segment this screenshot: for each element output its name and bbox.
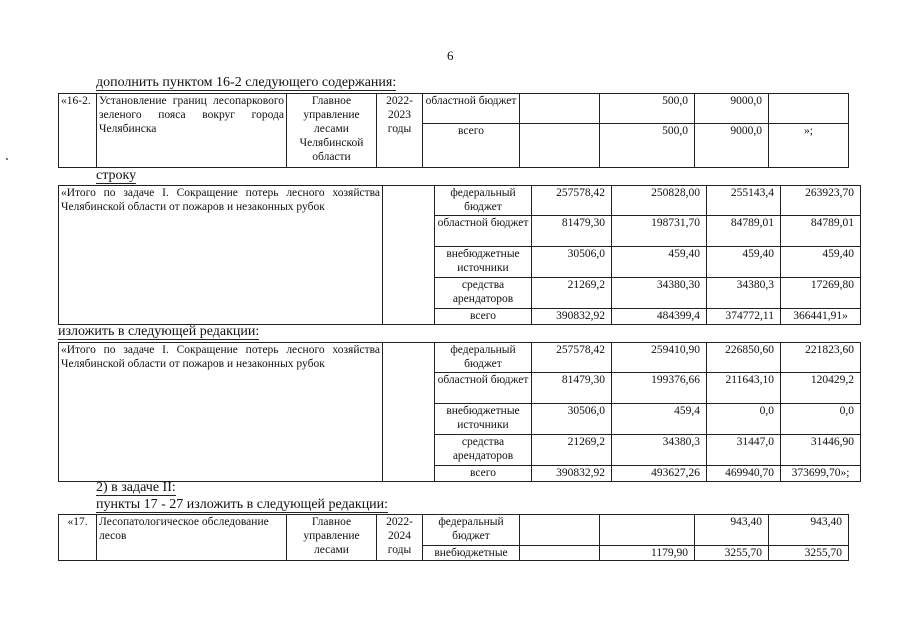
intro-add-item: дополнить пунктом 16-2 следующего содержания: (96, 75, 397, 90)
task-ii-heading: 2) в задаче II: (96, 480, 176, 495)
funding-source: всего (435, 466, 532, 482)
intro-new-edition: изложить в следующей редакции: (58, 324, 260, 339)
word-stroku: строку (96, 168, 137, 183)
table-new-totals (58, 342, 861, 482)
value-cell: 120429,2 (781, 373, 861, 404)
table-item-16-2 (58, 93, 849, 168)
value-cell (600, 515, 695, 546)
value-cell: 30506,0 (532, 247, 612, 278)
value-cell: 198731,70 (612, 216, 707, 247)
value-cell: 0,0 (781, 404, 861, 435)
value-cell (520, 546, 600, 561)
value-cell: 9000,0 (695, 94, 769, 124)
item-executor: Главное управление лесами Челябинской области (287, 94, 377, 168)
value-cell: 3255,70 (695, 546, 769, 561)
value-cell: 211643,10 (707, 373, 781, 404)
value-cell: 500,0 (600, 124, 695, 168)
scan-speck (6, 158, 8, 160)
value-cell: 221823,60 (781, 343, 861, 373)
value-cell: 1179,90 (600, 546, 695, 561)
table-row (59, 515, 849, 546)
value-cell: 30506,0 (532, 404, 612, 435)
value-cell: 373699,70»; (781, 466, 861, 482)
value-cell (769, 94, 849, 124)
value-cell: 34380,30 (612, 278, 707, 309)
funding-source: областной бюджет (435, 373, 532, 404)
value-cell: 199376,66 (612, 373, 707, 404)
funding-source: федеральный бюджет (435, 186, 532, 216)
table-old-totals (58, 185, 861, 325)
page-number: 6 (447, 48, 454, 63)
value-cell: 390832,92 (532, 466, 612, 482)
value-cell: 500,0 (600, 94, 695, 124)
value-cell: 34380,3 (612, 435, 707, 466)
item-number: «16-2. (59, 94, 97, 168)
value-cell: 484399,4 (612, 309, 707, 325)
funding-source: всего (423, 124, 520, 168)
funding-source: всего (435, 309, 532, 325)
value-cell: 9000,0 (695, 124, 769, 168)
item-period: 2022-2023 годы (377, 94, 423, 168)
value-cell: 366441,91» (781, 309, 861, 325)
item-period: 2022-2024 годы (377, 515, 423, 561)
value-cell: 21269,2 (532, 278, 612, 309)
value-cell: 257578,42 (532, 343, 612, 373)
value-cell: 21269,2 (532, 435, 612, 466)
value-cell: 390832,92 (532, 309, 612, 325)
value-cell: 263923,70 (781, 186, 861, 216)
value-cell: 259410,90 (612, 343, 707, 373)
funding-source: областной бюджет (423, 94, 520, 124)
value-cell: 226850,60 (707, 343, 781, 373)
table-item-17 (58, 514, 849, 561)
table-row (59, 343, 861, 373)
table-row (59, 186, 861, 216)
value-cell (520, 94, 600, 124)
value-cell: 17269,80 (781, 278, 861, 309)
funding-source: внебюджетные источники (435, 247, 532, 278)
item-executor: Главное управление лесами (287, 515, 377, 561)
value-cell: 34380,3 (707, 278, 781, 309)
value-cell: 0,0 (707, 404, 781, 435)
value-cell: 943,40 (695, 515, 769, 546)
value-cell: 84789,01 (781, 216, 861, 247)
value-cell: 469940,70 (707, 466, 781, 482)
totals-name: «Итого по задаче I. Сокращение потерь лесного хозяйства Челябинской области от пожаров и незаконных рубок (59, 343, 383, 482)
value-cell: 459,40 (781, 247, 861, 278)
table-row (59, 94, 849, 124)
empty-cell (383, 186, 435, 325)
value-cell: 81479,30 (532, 216, 612, 247)
value-cell: 943,40 (769, 515, 849, 546)
value-cell: 31447,0 (707, 435, 781, 466)
value-cell: »; (769, 124, 849, 168)
totals-name: «Итого по задаче I. Сокращение потерь лесного хозяйства Челябинской области от пожаров и незаконных рубок (59, 186, 383, 325)
value-cell: 250828,00 (612, 186, 707, 216)
value-cell: 81479,30 (532, 373, 612, 404)
value-cell: 255143,4 (707, 186, 781, 216)
value-cell: 31446,90 (781, 435, 861, 466)
funding-source: средства арендаторов (435, 278, 532, 309)
item-number: «17. (59, 515, 97, 561)
value-cell: 3255,70 (769, 546, 849, 561)
value-cell (520, 515, 600, 546)
funding-source: федеральный бюджет (435, 343, 532, 373)
funding-source: федеральный бюджет (423, 515, 520, 546)
funding-source: областной бюджет (435, 216, 532, 247)
item-name: Установление границ лесопаркового зеленого пояса вокруг города Челябинска (97, 94, 287, 168)
empty-cell (383, 343, 435, 482)
value-cell: 459,40 (612, 247, 707, 278)
intro-items-17-27: пункты 17 - 27 изложить в следующей редакции: (96, 497, 389, 512)
value-cell: 84789,01 (707, 216, 781, 247)
value-cell: 459,4 (612, 404, 707, 435)
value-cell: 374772,11 (707, 309, 781, 325)
value-cell: 493627,26 (612, 466, 707, 482)
item-name: Лесопатологическое обследование лесов (97, 515, 287, 561)
funding-source: средства арендаторов (435, 435, 532, 466)
funding-source: внебюджетные источники (435, 404, 532, 435)
funding-source: внебюджетные (423, 546, 520, 561)
value-cell: 459,40 (707, 247, 781, 278)
value-cell (520, 124, 600, 168)
value-cell: 257578,42 (532, 186, 612, 216)
